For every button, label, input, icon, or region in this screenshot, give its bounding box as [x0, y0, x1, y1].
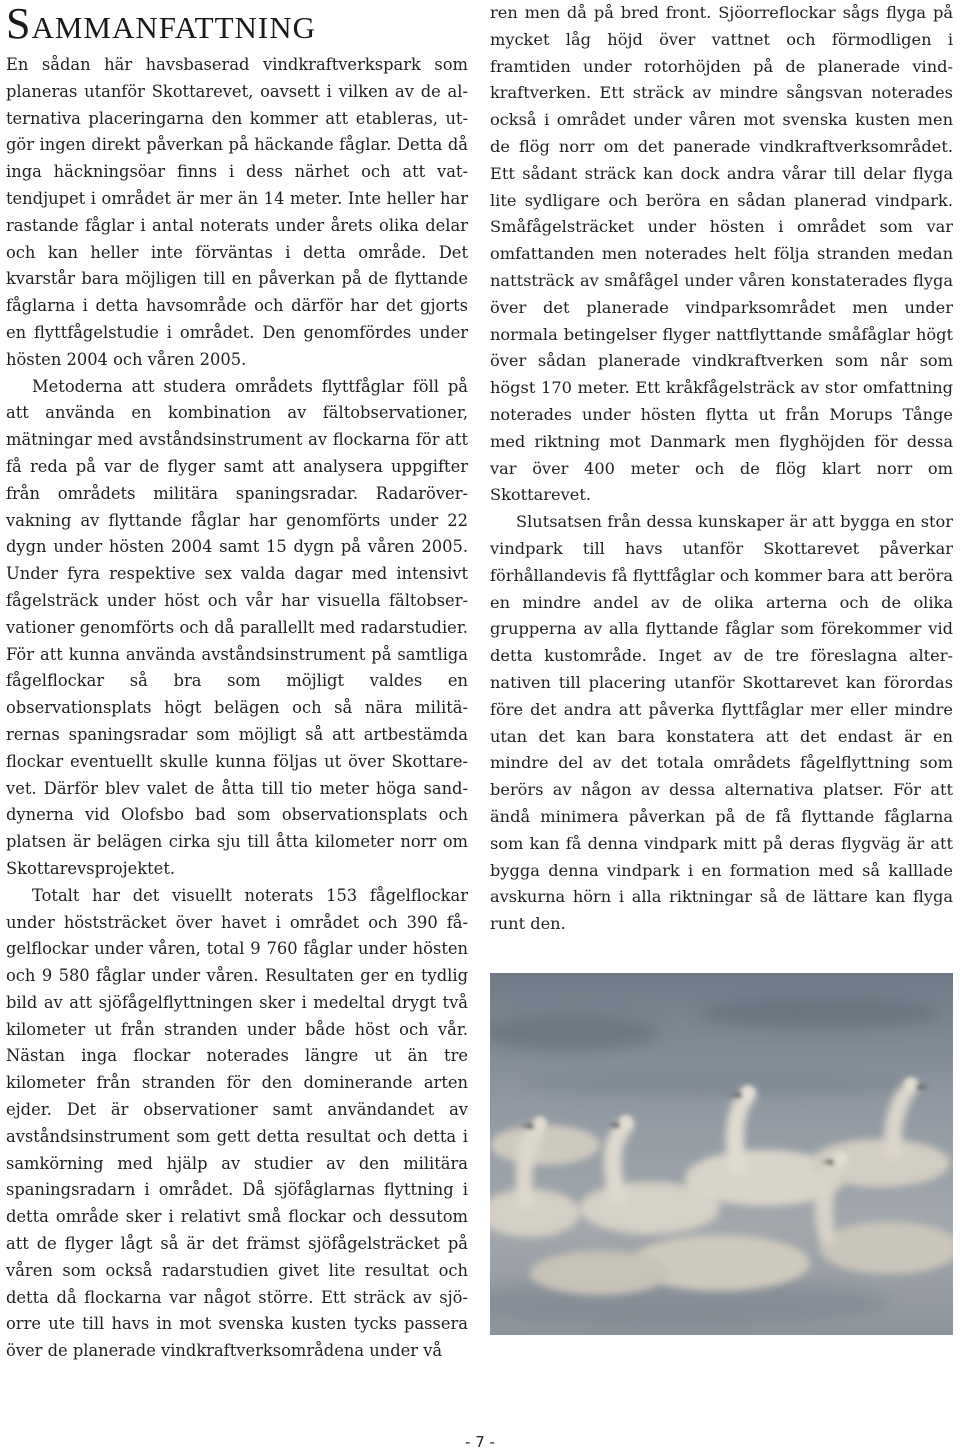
swans-image	[490, 973, 953, 1335]
right-column	[490, 0, 953, 938]
paragraph-methods: Metoderna att studera områdets flyttfåglar föll på att använda en kombination av fältobservationer, mätningar med avståndsinstrument av flockarna för att få reda på var de flyger samt att analysera uppgifter från områdets militära spaningsradar. Radarövervakning av flyttande fåglar har genomförts under 22 dygn under hösten 2004 samt 15 dygn på våren 2005. Under fyra respektive sex valda dagar med intensivt fågelsträck under höst och vår har visuella fältobservationer genomförts och då parallellt med radarstudier. För att kunna använda avståndsinstrument på samtliga fågelflockar så bra som möjligt valdes en observationsplats högt belägen och så nära militärernas spaningsradar som möjligt så att artbestämda flockar eventuellt skulle kunna följas ut över Skottarevet. Därför blev valet de åtta till tio meter höga sanddynerna vid Olofsbo bad som observationsplats och platsen är belägen cirka sju till åtta kilometer norr om Skottarevsprojektet.	[6, 376, 468, 878]
page-title: Sammanfattning	[6, 0, 317, 48]
paragraph-intro: En sådan här havsbaserad vindkraftverkspark som planeras utanför Skottarevet, oavsett i vilken av de alternativa placeringarna den kommer att etableras, utgör ingen direkt påverkan på häckande fåglar. Detta då inga häckningsöar finns i dess närhet och att vattendjupet i området är mer än 14 meter. Inte heller har rastande fåglar i antal noterats under årets olika delar och kan heller inte förväntas i detta område. Det kvarstår bara möjligen till en påverkan på de flyttande fåglarna i detta havsområde och därför har det gjorts en flyttfågelstudie i området. Den genomfördes under hösten 2004 och våren 2005.	[6, 55, 468, 369]
left-column	[6, 2, 468, 1365]
page-number: - 7 -	[465, 1433, 495, 1451]
paragraph-results: Totalt har det visuellt noterats 153 fågelflockar under höststräcket över havet i området och 390 fågelflockar under våren, total 9 760 fåglar under hösten och 9 580 fåglar under våren. Resultaten ger en tydlig bild av att sjöfågelflyttningen sker i medeltal drygt två kilometer ut från stranden under både höst och vår. Nästan inga flockar noterades längre ut än tre kilometer från stranden för den dominerande arten ejder. Det är observationer samt användandet av avståndsinstrument som gett detta resultat och detta i samkörning med hjälp av studier av den militära spaningsradarn i området. Då sjöfåglarnas flyttning i detta område sker i relativt små flockar och dessutom att de flyger lågt så är det främst sjöfågelsträcket på våren som också radarstudien givet lite resultat och detta då flockarna var något större. Ett sträck av sjöorre ute till havs in mot svenska kusten tycks passera över de planerade vindkraftverksområdena under vå	[6, 885, 468, 1361]
paragraph-conclusion: Slutsatsen från dessa kunskaper är att bygga en stor vindpark till havs utanför Skottarevet påverkar förhållandevis få flyttfåglar och kommer bara att beröra en mindre andel av de olika arterna och de olika grupperna av alla flyttande fåglar som förekommer vid detta kustområde. Inget av de tre föreslagna alternativen till placering utanför Skottarevet kan förordas före det andra att påverka flyttfåglar mer eller mindre utan det kan bara konstatera att det endast är en mindre del av det totala områdets fågelflyttning som berörs av någon av dessa alternativa platser. För att ändå minimera påverkan på de få flyttande fåglarna som kan få denna vindpark mitt på deras flygväg är att bygga denna vindpark i en formation med så kalllade avskurna hörn i alla riktningar så de lättare kan flyga runt den.	[490, 512, 953, 934]
paragraph-continued: ren men då på bred front. Sjöorreflockar sågs flyga på mycket låg höjd över vattnet och förmodligen i framtiden under rotorhöjden på de planerade vindkraftverken. Ett sträck av mindre sångsvan noterades också i området under våren mot svenska kusten men de flög norr om det panerade vindkraftverksområdet. Ett sådant sträck kan dock andra vårar till delar flyga lite sydligare och beröra en sådan planerad vindpark. Småfågelsträcket under hösten i området som var omfattanden men noterades helt följa stranden medan nattsträck av småfågel under våren konstaterades flyga över det planerade vindparksområdet men under normala betingelser flyger nattflyttande småfåglar högt över sådan planerade vindkraftverken som når som högst 170 meter. Ett kråkfågelsträck av stor omfattning noterades under hösten flytta ut från Morups Tånge med riktning mot Danmark men flyghöjden för dessa var över 400 meter och de flög klart norr om Skottarevet.	[490, 3, 953, 505]
swans-photo	[490, 973, 953, 1335]
